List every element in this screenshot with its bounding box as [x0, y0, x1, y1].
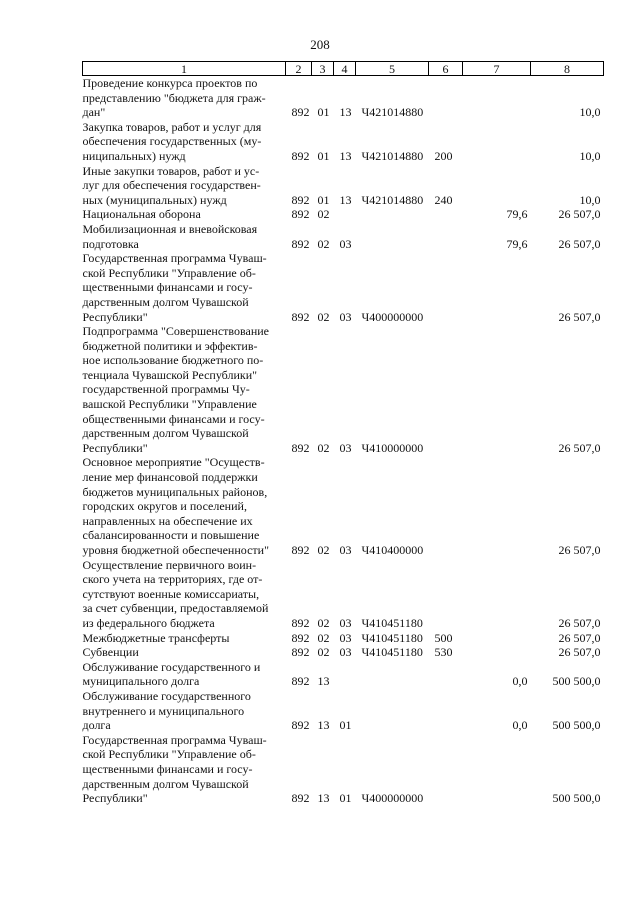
row-section-cell: 13: [317, 718, 330, 733]
row-grbs-cell: 892: [291, 192, 310, 207]
row-expense-type-cell: [429, 660, 463, 689]
row-expense-type-cell: 500: [434, 630, 453, 645]
row-amount-col8-cell: 10,0: [579, 148, 601, 163]
row-expense-type-cell: [429, 251, 463, 324]
table-row: [83, 455, 604, 557]
row-name-cell: Межбюджетные трансферты: [82, 630, 230, 645]
row-name-cell: Обслуживание государственного и муниципального долга: [82, 659, 261, 689]
row-subsection-cell: [334, 660, 356, 689]
table-row: [83, 76, 604, 120]
row-target-article-cell: Ч400000000: [361, 791, 424, 806]
row-target-article-cell: Ч410451180: [361, 645, 423, 660]
row-amount-col7-cell: [463, 733, 531, 806]
row-amount-col8-cell: 26 507,0: [558, 615, 601, 630]
row-grbs-cell: 892: [291, 630, 310, 645]
row-subsection-cell: [334, 207, 356, 222]
row-amount-col7-cell: [463, 76, 531, 120]
header-cell-5: 5: [356, 62, 429, 76]
row-target-article-cell: Ч410400000: [361, 543, 424, 557]
row-name-cell: Закупка товаров, работ и услуг для обеспечения государственных (му- ниципальных) нужд: [82, 119, 262, 163]
row-target-article-cell: Ч400000000: [361, 309, 424, 324]
row-section-cell: 02: [317, 440, 330, 455]
table-row: [83, 120, 604, 164]
row-expense-type-cell: [429, 222, 463, 251]
row-name-cell: Проведение конкурса проектов по представлению "бюджета для граж- дан": [82, 76, 266, 120]
row-name-cell: Мобилизационная и вневойсковая подготовка: [82, 221, 258, 251]
header-cell-6: 6: [429, 62, 463, 76]
row-amount-col7-cell: [463, 164, 531, 208]
row-subsection-cell: 03: [339, 615, 352, 630]
row-expense-type-cell: 530: [434, 645, 453, 660]
row-grbs-cell: 892: [291, 105, 310, 120]
row-subsection-cell: 13: [339, 105, 352, 120]
row-target-article-cell: [356, 222, 429, 251]
table-row: [83, 324, 604, 455]
row-grbs-cell: 892: [291, 148, 310, 163]
row-target-article-cell: Ч410000000: [361, 440, 424, 455]
row-expense-type-cell: 200: [434, 148, 453, 163]
row-amount-col8-cell: 10,0: [579, 105, 601, 120]
row-name-cell: Иные закупки товаров, работ и ус- луг для обеспечения государствен- ных (муниципальных) нужд: [82, 163, 261, 207]
page-number: 208: [310, 37, 330, 52]
header-cell-4: 4: [334, 62, 356, 76]
header-cell-3: 3: [312, 62, 334, 76]
header-cell-8: 8: [531, 62, 604, 76]
header-cell-2: 2: [286, 62, 312, 76]
row-name-cell: Государственная программа Чуваш- ской Республики "Управление об- щественными финансами и госу- дарственным долгом Чувашской Республики": [82, 251, 267, 324]
row-grbs-cell: 892: [291, 236, 310, 251]
row-subsection-cell: 03: [339, 440, 352, 455]
row-amount-col7-cell: 0,0: [512, 674, 528, 689]
row-section-cell: 02: [317, 645, 330, 660]
row-subsection-cell: 13: [339, 192, 352, 207]
row-grbs-cell: 892: [291, 791, 310, 806]
row-section-cell: 13: [317, 674, 330, 689]
row-section-cell: 01: [317, 148, 330, 163]
header-row: [83, 62, 604, 76]
row-section-cell: 01: [317, 192, 330, 207]
table-row: [83, 251, 604, 324]
table-row: [83, 222, 604, 251]
row-subsection-cell: 01: [339, 791, 352, 806]
row-amount-col7-cell: 0,0: [512, 718, 528, 733]
row-amount-col7-cell: 79,6: [506, 236, 528, 251]
row-name-cell: Обслуживание государственного внутреннего и муниципального долга: [82, 688, 251, 733]
row-grbs-cell: 892: [291, 543, 310, 557]
row-name-cell: Осуществление первичного воин- ского учета на территориях, где от- сутствуют военные комиссариаты, за счет субвенции, предоставляемой из федерального бюджета: [82, 557, 269, 630]
row-name-cell: Основное мероприятие "Осуществ- ление мер финансовой поддержки бюджетов муниципальных районов, городских округов и поселений, направленных на обеспечение их сбалансированности и повышение уровня бюджетной обеспеченности": [82, 455, 269, 557]
row-grbs-cell: 892: [291, 718, 310, 733]
table-row: [83, 645, 604, 660]
row-target-article-cell: [356, 689, 429, 733]
row-section-cell: 02: [317, 615, 330, 630]
row-target-article-cell: Ч410451180: [361, 615, 423, 630]
row-amount-col8-cell: 26 507,0: [558, 543, 601, 557]
row-expense-type-cell: [429, 689, 463, 733]
row-section-cell: 01: [317, 105, 330, 120]
row-amount-col8-cell: 26 507,0: [558, 309, 601, 324]
row-subsection-cell: 03: [339, 309, 352, 324]
table-row: [83, 631, 604, 646]
row-expense-type-cell: [429, 324, 463, 455]
row-target-article-cell: Ч410451180: [361, 630, 423, 645]
budget-table: [82, 61, 604, 806]
row-amount-col8-cell: 26 507,0: [558, 236, 601, 251]
row-section-cell: 02: [317, 543, 330, 557]
row-grbs-cell: 892: [291, 207, 310, 222]
row-grbs-cell: 892: [291, 645, 310, 660]
row-amount-col7-cell: [463, 558, 531, 631]
row-expense-type-cell: 240: [434, 192, 453, 207]
row-subsection-cell: 03: [339, 630, 352, 645]
table-row: [83, 660, 604, 689]
table-row: [83, 558, 604, 631]
row-grbs-cell: 892: [291, 309, 310, 324]
row-target-article-cell: [356, 207, 429, 222]
row-target-article-cell: [356, 660, 429, 689]
row-name-cell: Субвенции: [82, 645, 139, 660]
row-target-article-cell: Ч421014880: [361, 105, 424, 120]
table-row: [83, 207, 604, 222]
row-subsection-cell: 03: [339, 645, 352, 660]
row-amount-col8-cell: 10,0: [579, 192, 601, 207]
row-amount-col7-cell: [463, 251, 531, 324]
row-target-article-cell: Ч421014880: [361, 192, 424, 207]
row-amount-col8-cell: 26 507,0: [558, 630, 601, 645]
row-section-cell: 02: [317, 630, 330, 645]
row-name-cell: Государственная программа Чуваш- ской Республики "Управление об- щественными финансами и госу- дарственным долгом Чувашской Республики": [82, 732, 267, 806]
row-subsection-cell: 01: [339, 718, 352, 733]
row-section-cell: 02: [317, 309, 330, 324]
row-grbs-cell: 892: [291, 674, 310, 689]
table-row: [83, 164, 604, 208]
row-amount-col7-cell: [463, 631, 531, 646]
row-amount-col7-cell: 79,6: [506, 207, 528, 222]
row-amount-col8-cell: 500 500,0: [552, 718, 601, 733]
row-amount-col7-cell: [463, 455, 531, 557]
row-amount-col7-cell: [463, 645, 531, 660]
header-cell-7: 7: [463, 62, 531, 76]
row-name-cell: Национальная оборона: [82, 207, 201, 222]
row-subsection-cell: 03: [339, 543, 352, 557]
row-section-cell: 13: [317, 791, 330, 806]
row-expense-type-cell: [429, 207, 463, 222]
row-amount-col7-cell: [463, 324, 531, 455]
row-expense-type-cell: [429, 733, 463, 806]
row-amount-col8-cell: 500 500,0: [552, 674, 601, 689]
row-amount-col8-cell: 26 507,0: [558, 440, 601, 455]
row-expense-type-cell: [429, 455, 463, 557]
row-name-cell: Подпрограмма "Совершенствование бюджетной политики и эффектив- ное использование бюджетного по- тенциала Чувашской Республики" государственной программы Чу- вашской Республики "Управление общественными финансами и госу- дарственным долгом Чувашской Республики": [82, 324, 269, 455]
row-amount-col8-cell: 26 507,0: [558, 207, 601, 222]
row-amount-col8-cell: 26 507,0: [558, 645, 601, 660]
row-expense-type-cell: [429, 558, 463, 631]
row-section-cell: 02: [317, 236, 330, 251]
row-subsection-cell: 13: [339, 148, 352, 163]
table-body: [83, 76, 604, 806]
row-amount-col7-cell: [463, 120, 531, 164]
header-cell-1: 1: [83, 62, 286, 76]
row-section-cell: 02: [317, 207, 330, 222]
row-grbs-cell: 892: [291, 440, 310, 455]
row-target-article-cell: Ч421014880: [361, 148, 424, 163]
row-subsection-cell: 03: [339, 236, 352, 251]
row-expense-type-cell: [429, 76, 463, 120]
row-grbs-cell: 892: [291, 615, 310, 630]
table-row: [83, 689, 604, 733]
table-row: [83, 733, 604, 806]
row-amount-col8-cell: 500 500,0: [552, 791, 601, 806]
